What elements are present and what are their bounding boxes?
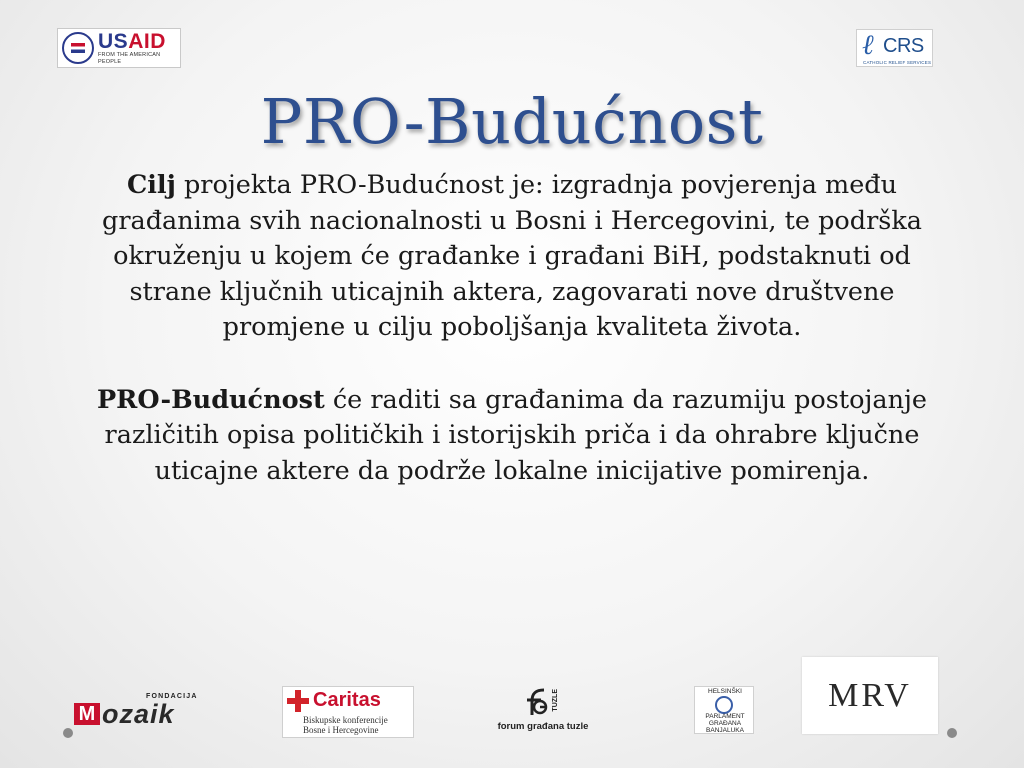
- paragraph-goal-text: projekta PRO-Budućnost je: izgradnja povjerenja među građanima svih nacionalnosti u Bosni i Hercegovini, te podrška okruženju u kojem će građanke i građani BiH, podstaknuti od strane ključnih uticajnih aktera, zagovarati nove društvene promjene u cilju poboljšanja kvaliteta života.: [102, 170, 922, 342]
- decor-dot-left: [63, 728, 73, 738]
- hcas-ring-icon: [715, 696, 733, 714]
- mrv-logo: [802, 657, 938, 734]
- mozaik-letter: M: [74, 703, 100, 725]
- slide-body: [80, 168, 944, 489]
- usaid-seal-icon: [62, 32, 94, 64]
- paragraph-goal-bold: Cilj: [126, 170, 176, 200]
- hcas-line-3: GRAĐANA: [708, 720, 742, 727]
- mozaik-prefix: FONDACIJA: [146, 693, 198, 700]
- caritas-cross-icon: [287, 690, 309, 712]
- crs-wordmark: CRS: [883, 35, 924, 57]
- paragraph-plan-bold: PRO-Budućnost: [97, 384, 325, 415]
- crs-tagline: CATHOLIC RELIEF SERVICES: [863, 60, 932, 65]
- usaid-logo: [57, 28, 181, 68]
- caritas-wordmark: Caritas: [313, 689, 381, 711]
- hcas-line-2: PARLAMENT: [705, 713, 745, 720]
- usaid-tagline: FROM THE AMERICAN PEOPLE: [98, 51, 161, 65]
- paragraph-goal: [80, 168, 944, 346]
- decor-dot-right: [947, 728, 957, 738]
- forum-caption: forum građana tuzle: [497, 721, 589, 732]
- forum-mark-icon: [524, 687, 552, 717]
- mozaik-wordmark: ozaik: [102, 699, 175, 729]
- paragraph-plan: [80, 383, 944, 490]
- forum-gradjana-tuzle-logo: [486, 687, 600, 737]
- mozaik-logo: [74, 693, 222, 729]
- crs-logo: [856, 29, 933, 67]
- crs-swoosh-icon: ℓ: [862, 30, 874, 61]
- slide-title: PRO-Budućnost: [260, 85, 764, 158]
- mrv-wordmark: MRV: [828, 677, 912, 714]
- caritas-subtitle-1: Biskupske konferencije: [303, 715, 388, 725]
- caritas-subtitle-2: Bosne i Hercegovine: [303, 725, 379, 735]
- usaid-wordmark: USAID: [98, 29, 166, 53]
- hcas-line-4: BANJALUKA: [706, 727, 744, 734]
- hcas-line-1: HELSINŠKI: [708, 688, 742, 695]
- forum-vertical-text: TUZLE: [552, 689, 559, 712]
- helsinki-parliament-logo: [694, 686, 754, 734]
- paragraph-plan-text: će raditi sa građanima da razumiju postojanje različitih opisa političkih i istorijskih priča i da ohrabre ključne uticajne aktere da podrže lokalne inicijative pomirenja.: [104, 384, 927, 486]
- caritas-logo: [282, 686, 414, 738]
